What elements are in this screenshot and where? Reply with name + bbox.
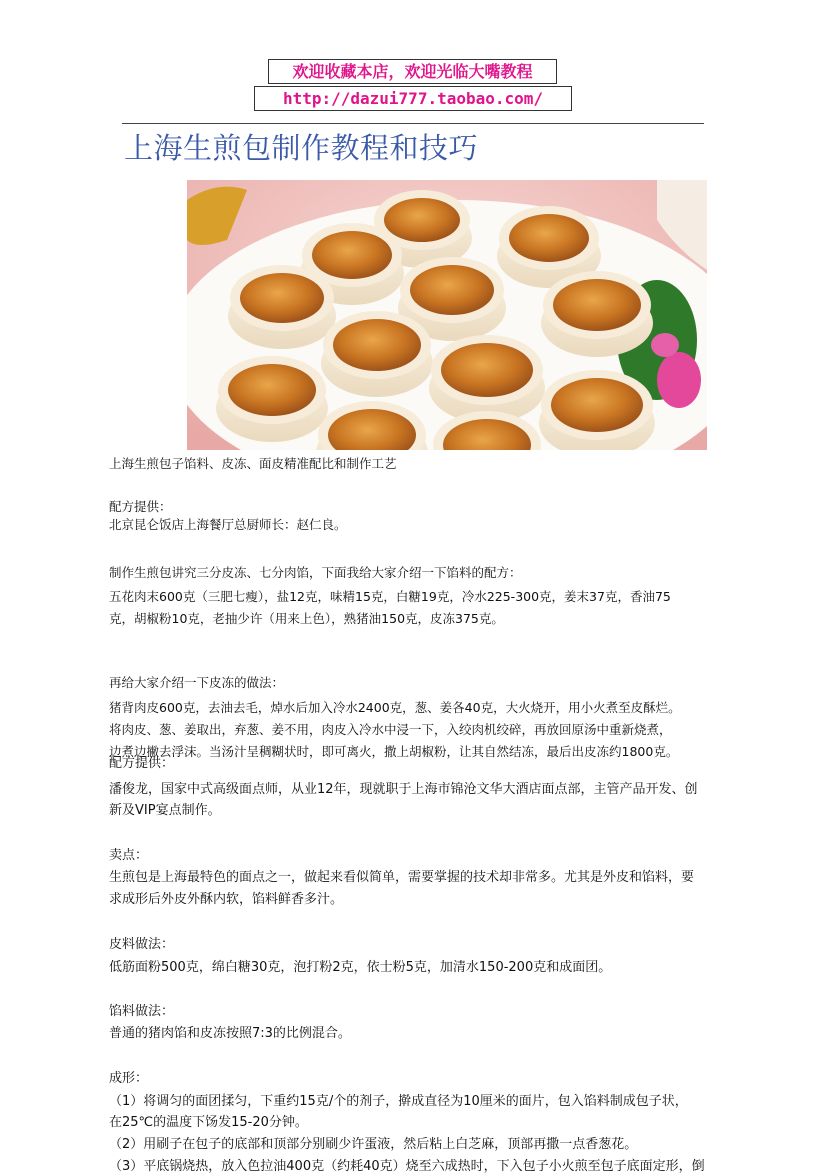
clipped-text-block — [109, 697, 749, 765]
section-intro: 制作生煎包讲究三分皮冻、七分肉馅，下面我给大家介绍一下馅料的配方： — [109, 565, 522, 580]
section-intro: 再给大家介绍一下皮冻的做法： — [109, 675, 285, 690]
section-text: 猪背肉皮600克，去油去毛，焯水后加入冷水2400克，葱、姜各40克，大火烧开，用小火煮至皮酥烂。 — [109, 700, 681, 715]
photo-caption: 上海生煎包子馅料、皮冻、面皮精准配比和制作工艺 — [109, 456, 397, 471]
section-text: 低筋面粉500克，绵白糖30克，泡打粉2克，依士粉5克，加清水150-200克和成面团。 — [109, 960, 612, 975]
divider — [122, 123, 704, 124]
section-text: 普通的猪肉馅和皮冻按照7:3的比例混合。 — [109, 1026, 351, 1041]
section-text: 五花肉末600克（三肥七瘦），盐12克，味精15克，白糖19克，冷水225-300克，姜末37克，香油75 — [109, 589, 671, 604]
section-label: 馅料做法： — [109, 1004, 175, 1019]
section-label: 配方提供： — [109, 499, 172, 514]
section-text: 求成形后外皮外酥内软，馅料鲜香多汁。 — [109, 892, 344, 907]
section-text: 北京昆仑饭店上海餐厅总厨师长：赵仁良。 — [109, 517, 347, 532]
section-text: （1）将调匀的面团揉匀，下重约15克/个的剂子，擀成直径为10厘米的面片，包入馅料制成包子状， — [109, 1094, 688, 1109]
section-text: 新及VIP宴点制作。 — [109, 803, 221, 818]
section-label: 皮料做法： — [109, 937, 175, 952]
fried-buns-photo — [187, 180, 707, 450]
section-text: 边煮边撇去浮沫。当汤汁呈稠糊状时，即可离火，撒上胡椒粉，让其自然结冻，最后出皮冻约1800克。 — [109, 744, 679, 759]
section-text: 生煎包是上海最特色的面点之一，做起来看似简单，需要掌握的技术却非常多。尤其是外皮和馅料，要 — [109, 870, 695, 885]
section-text: 潘俊龙，国家中式高级面点师，从业12年，现就职于上海市锦沧文华大酒店面点部，主管产品开发、创 — [109, 782, 698, 797]
section-text: 将肉皮、葱、姜取出，弃葱、姜不用，肉皮入冷水中浸一下，入绞肉机绞碎，再放回原汤中重新烧煮， — [109, 722, 672, 737]
section-label: 配方提供： — [109, 756, 175, 771]
section-text: 在25℃的温度下饧发15-20分钟。 — [109, 1115, 308, 1130]
section-text: （2）用刷子在包子的底部和顶部分别刷少许蛋液，然后粘上白芝麻，顶部再撒一点香葱花。 — [109, 1137, 638, 1152]
section-label: 卖点： — [109, 848, 149, 863]
shop-banner: 欢迎收藏本店，欢迎光临大嘴教程 — [268, 59, 557, 84]
section-label: 成形： — [109, 1071, 149, 1086]
shop-link[interactable]: http://dazui777.taobao.com/ — [254, 86, 572, 111]
section-text: 克，胡椒粉10克，老抽少许（用来上色），熟猪油150克，皮冻375克。 — [109, 611, 504, 626]
section-text: （3）平底锅烧热，放入色拉油400克（约耗40克）烧至六成热时，下入包子小火煎至包子底面定形，倒 — [109, 1159, 705, 1174]
page-title: 上海生煎包制作教程和技巧 — [124, 131, 479, 165]
